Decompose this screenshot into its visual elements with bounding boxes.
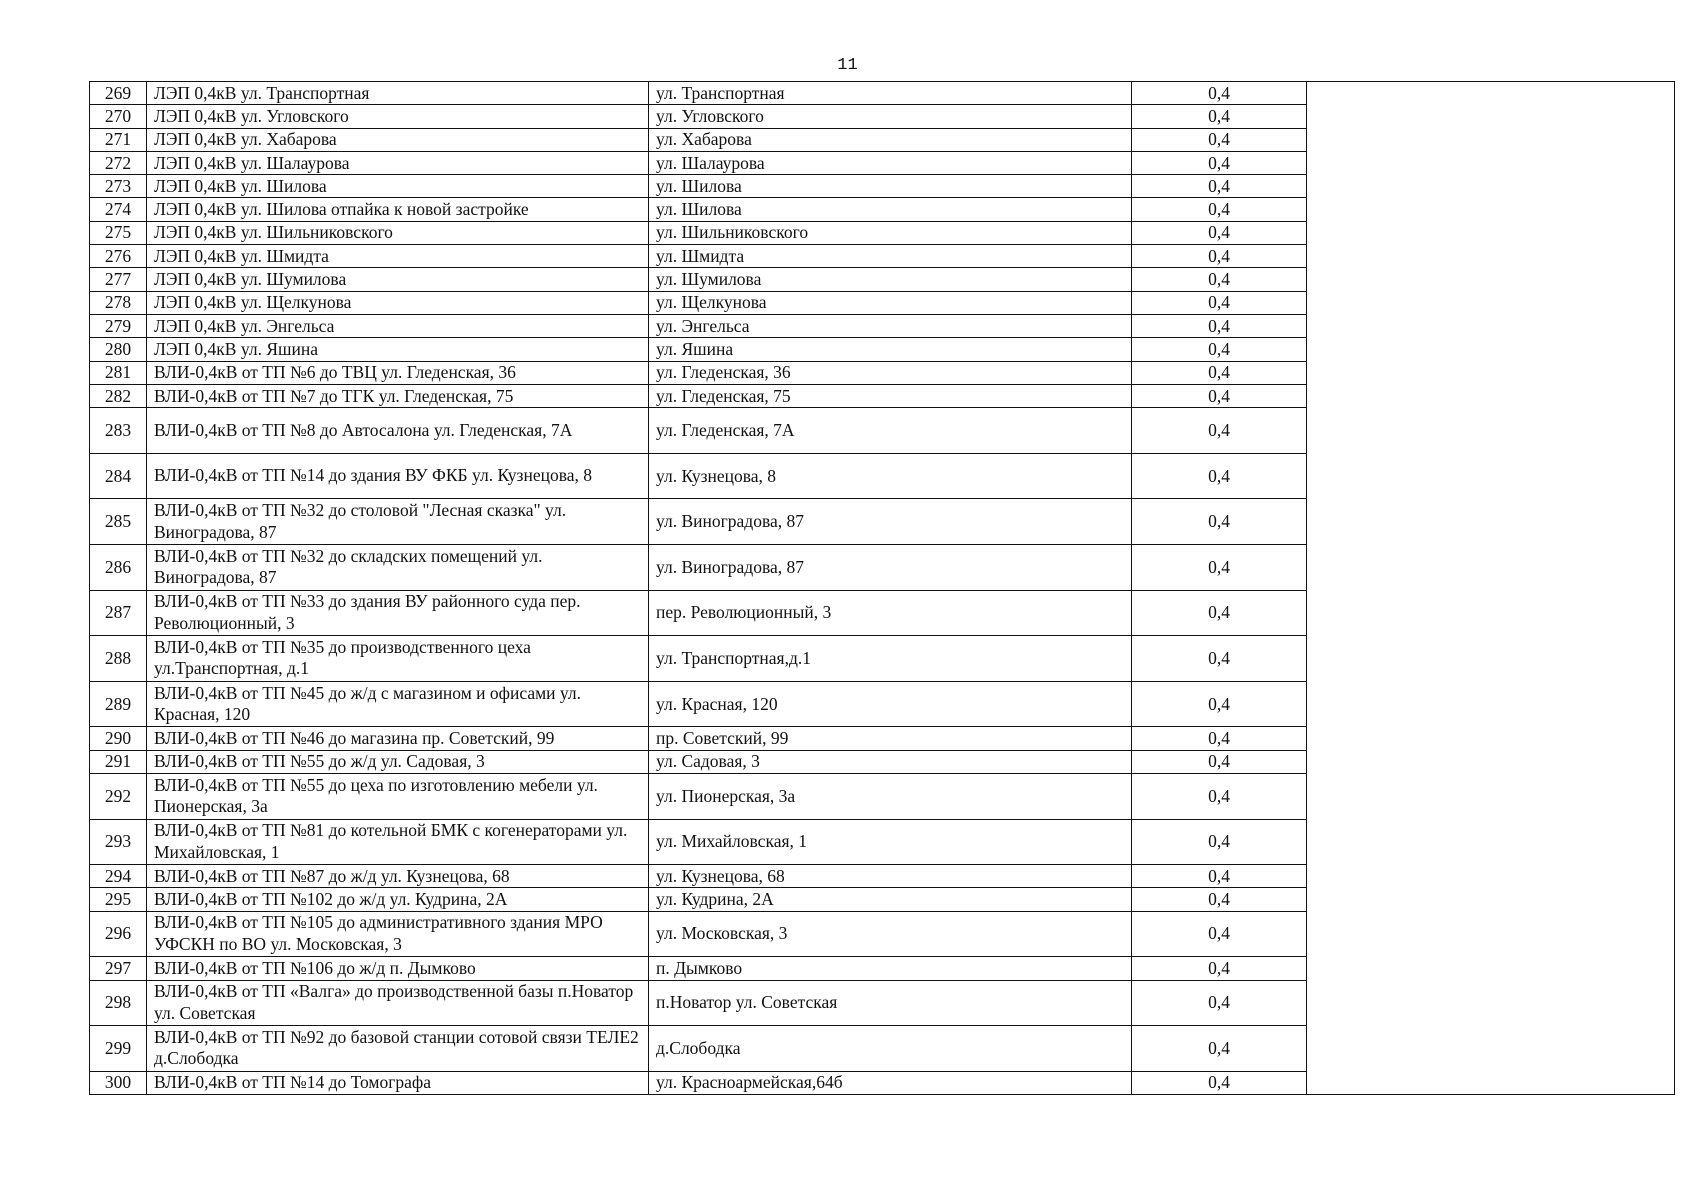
- line-voltage: 0,4: [1132, 408, 1307, 454]
- line-voltage: 0,4: [1132, 544, 1307, 590]
- line-name: ВЛИ-0,4кВ от ТП №33 до здания ВУ районного суда пер. Революционный, 3: [147, 590, 649, 636]
- line-voltage: 0,4: [1132, 151, 1307, 174]
- row-number: 278: [90, 291, 147, 314]
- table-body: [90, 82, 1675, 1095]
- line-voltage: 0,4: [1132, 957, 1307, 980]
- row-number: 300: [90, 1071, 147, 1094]
- power-lines-table: [89, 81, 1675, 1095]
- row-number: 299: [90, 1026, 147, 1072]
- row-number: 280: [90, 338, 147, 361]
- line-voltage: 0,4: [1132, 453, 1307, 499]
- line-name: ЛЭП 0,4кВ ул. Шмидта: [147, 245, 649, 268]
- row-number: 292: [90, 773, 147, 819]
- row-number: 289: [90, 681, 147, 727]
- line-address: п.Новатор ул. Советская: [649, 980, 1132, 1026]
- line-voltage: 0,4: [1132, 819, 1307, 865]
- row-number: 284: [90, 453, 147, 499]
- line-name: ЛЭП 0,4кВ ул. Щелкунова: [147, 291, 649, 314]
- line-name: ВЛИ-0,4кВ от ТП №35 до производственного цеха ул.Транспортная, д.1: [147, 636, 649, 682]
- line-address: ул. Московская, 3: [649, 911, 1132, 957]
- line-name: ВЛИ-0,4кВ от ТП №102 до ж/д ул. Кудрина, 2А: [147, 888, 649, 911]
- line-voltage: 0,4: [1132, 499, 1307, 545]
- line-voltage: 0,4: [1132, 105, 1307, 128]
- line-voltage: 0,4: [1132, 198, 1307, 221]
- line-address: ул. Виноградова, 87: [649, 499, 1132, 545]
- line-name: ЛЭП 0,4кВ ул. Шалаурова: [147, 151, 649, 174]
- line-voltage: 0,4: [1132, 1071, 1307, 1094]
- line-address: ул. Шилова: [649, 198, 1132, 221]
- line-name: ВЛИ-0,4кВ от ТП №55 до ж/д ул. Садовая, 3: [147, 750, 649, 773]
- line-voltage: 0,4: [1132, 865, 1307, 888]
- line-name: ВЛИ-0,4кВ от ТП №81 до котельной БМК с когенераторами ул. Михайловская, 1: [147, 819, 649, 865]
- line-name: ЛЭП 0,4кВ ул. Шильниковского: [147, 221, 649, 244]
- line-voltage: 0,4: [1132, 1026, 1307, 1072]
- page-number: 11: [837, 56, 858, 75]
- row-number: 272: [90, 151, 147, 174]
- line-voltage: 0,4: [1132, 773, 1307, 819]
- line-name: ВЛИ-0,4кВ от ТП №106 до ж/д п. Дымково: [147, 957, 649, 980]
- line-address: ул. Красноармейская,64б: [649, 1071, 1132, 1094]
- line-name: ВЛИ-0,4кВ от ТП №87 до ж/д ул. Кузнецова, 68: [147, 865, 649, 888]
- line-name: ВЛИ-0,4кВ от ТП №7 до ТГК ул. Гледенская, 75: [147, 384, 649, 407]
- line-address: ул. Яшина: [649, 338, 1132, 361]
- line-name: ЛЭП 0,4кВ ул. Энгельса: [147, 314, 649, 337]
- line-name: ВЛИ-0,4кВ от ТП №92 до базовой станции сотовой связи ТЕЛЕ2 д.Слободка: [147, 1026, 649, 1072]
- row-number: 279: [90, 314, 147, 337]
- line-address: ул. Шилова: [649, 175, 1132, 198]
- row-number: 295: [90, 888, 147, 911]
- row-number: 297: [90, 957, 147, 980]
- row-number: 281: [90, 361, 147, 384]
- row-number: 276: [90, 245, 147, 268]
- line-voltage: 0,4: [1132, 268, 1307, 291]
- row-number: 287: [90, 590, 147, 636]
- line-address: ул. Транспортная: [649, 82, 1132, 105]
- row-number: 291: [90, 750, 147, 773]
- line-voltage: 0,4: [1132, 727, 1307, 750]
- line-address: ул. Угловского: [649, 105, 1132, 128]
- line-name: ВЛИ-0,4кВ от ТП №55 до цеха по изготовлению мебели ул. Пионерская, 3а: [147, 773, 649, 819]
- line-name: ВЛИ-0,4кВ от ТП №14 до здания ВУ ФКБ ул. Кузнецова, 8: [147, 453, 649, 499]
- row-number: 288: [90, 636, 147, 682]
- line-voltage: 0,4: [1132, 681, 1307, 727]
- line-address: ул. Шумилова: [649, 268, 1132, 291]
- line-address: ул. Гледенская, 7А: [649, 408, 1132, 454]
- empty-column: [1307, 82, 1675, 1095]
- row-number: 269: [90, 82, 147, 105]
- line-voltage: 0,4: [1132, 590, 1307, 636]
- line-address: п. Дымково: [649, 957, 1132, 980]
- line-voltage: 0,4: [1132, 338, 1307, 361]
- line-address: ул. Кузнецова, 8: [649, 453, 1132, 499]
- line-address: ул. Транспортная,д.1: [649, 636, 1132, 682]
- row-number: 285: [90, 499, 147, 545]
- line-voltage: 0,4: [1132, 175, 1307, 198]
- line-address: ул. Кузнецова, 68: [649, 865, 1132, 888]
- line-voltage: 0,4: [1132, 221, 1307, 244]
- row-number: 273: [90, 175, 147, 198]
- line-name: ВЛИ-0,4кВ от ТП №14 до Томографа: [147, 1071, 649, 1094]
- line-address: ул. Хабарова: [649, 128, 1132, 151]
- line-address: ул. Энгельса: [649, 314, 1132, 337]
- line-address: ул. Гледенская, 75: [649, 384, 1132, 407]
- line-address: пер. Революционный, 3: [649, 590, 1132, 636]
- line-address: ул. Пионерская, 3а: [649, 773, 1132, 819]
- line-address: ул. Виноградова, 87: [649, 544, 1132, 590]
- line-voltage: 0,4: [1132, 314, 1307, 337]
- line-name: ВЛИ-0,4кВ от ТП №46 до магазина пр. Советский, 99: [147, 727, 649, 750]
- line-voltage: 0,4: [1132, 750, 1307, 773]
- line-address: ул. Красная, 120: [649, 681, 1132, 727]
- line-name: ВЛИ-0,4кВ от ТП №6 до ТВЦ ул. Гледенская, 36: [147, 361, 649, 384]
- line-address: ул. Шильниковского: [649, 221, 1132, 244]
- line-voltage: 0,4: [1132, 82, 1307, 105]
- line-voltage: 0,4: [1132, 888, 1307, 911]
- line-voltage: 0,4: [1132, 636, 1307, 682]
- line-name: ЛЭП 0,4кВ ул. Шилова: [147, 175, 649, 198]
- row-number: 277: [90, 268, 147, 291]
- line-name: ЛЭП 0,4кВ ул. Хабарова: [147, 128, 649, 151]
- line-voltage: 0,4: [1132, 911, 1307, 957]
- line-name: ЛЭП 0,4кВ ул. Шумилова: [147, 268, 649, 291]
- line-voltage: 0,4: [1132, 384, 1307, 407]
- row-number: 296: [90, 911, 147, 957]
- row-number: 275: [90, 221, 147, 244]
- line-name: ЛЭП 0,4кВ ул. Шилова отпайка к новой застройке: [147, 198, 649, 221]
- line-name: ВЛИ-0,4кВ от ТП «Валга» до производственной базы п.Новатор ул. Советская: [147, 980, 649, 1026]
- line-address: ул. Щелкунова: [649, 291, 1132, 314]
- line-name: ЛЭП 0,4кВ ул. Угловского: [147, 105, 649, 128]
- row-number: 271: [90, 128, 147, 151]
- line-address: ул. Шмидта: [649, 245, 1132, 268]
- line-address: ул. Гледенская, 36: [649, 361, 1132, 384]
- line-address: ул. Шалаурова: [649, 151, 1132, 174]
- row-number: 298: [90, 980, 147, 1026]
- line-name: ВЛИ-0,4кВ от ТП №45 до ж/д с магазином и офисами ул. Красная, 120: [147, 681, 649, 727]
- line-address: ул. Садовая, 3: [649, 750, 1132, 773]
- row-number: 283: [90, 408, 147, 454]
- line-address: ул. Кудрина, 2А: [649, 888, 1132, 911]
- line-name: ВЛИ-0,4кВ от ТП №105 до административного здания МРО УФСКН по ВО ул. Московская, 3: [147, 911, 649, 957]
- line-name: ВЛИ-0,4кВ от ТП №32 до складских помещений ул. Виноградова, 87: [147, 544, 649, 590]
- line-name: ВЛИ-0,4кВ от ТП №32 до столовой "Лесная сказка" ул. Виноградова, 87: [147, 499, 649, 545]
- line-name: ЛЭП 0,4кВ ул. Транспортная: [147, 82, 649, 105]
- line-voltage: 0,4: [1132, 361, 1307, 384]
- row-number: 274: [90, 198, 147, 221]
- line-voltage: 0,4: [1132, 245, 1307, 268]
- row-number: 270: [90, 105, 147, 128]
- row-number: 293: [90, 819, 147, 865]
- row-number: 286: [90, 544, 147, 590]
- line-address: пр. Советский, 99: [649, 727, 1132, 750]
- line-address: ул. Михайловская, 1: [649, 819, 1132, 865]
- line-voltage: 0,4: [1132, 128, 1307, 151]
- line-voltage: 0,4: [1132, 291, 1307, 314]
- table-row: [90, 82, 1675, 105]
- row-number: 294: [90, 865, 147, 888]
- line-name: ВЛИ-0,4кВ от ТП №8 до Автосалона ул. Гледенская, 7А: [147, 408, 649, 454]
- row-number: 282: [90, 384, 147, 407]
- line-name: ЛЭП 0,4кВ ул. Яшина: [147, 338, 649, 361]
- row-number: 290: [90, 727, 147, 750]
- line-voltage: 0,4: [1132, 980, 1307, 1026]
- line-address: д.Слободка: [649, 1026, 1132, 1072]
